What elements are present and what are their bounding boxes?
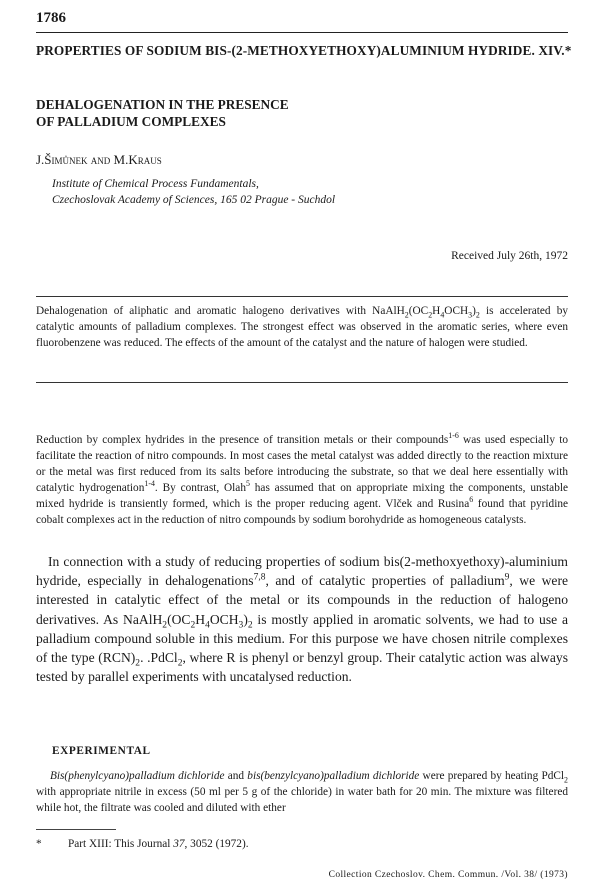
citation-ref: 9 (504, 572, 510, 583)
citation-ref: 1-4 (144, 479, 155, 489)
citation-ref: 1-6 (448, 431, 459, 441)
footnote: * Part XIII: This Journal 37, 3052 (1972). (36, 838, 249, 850)
experimental-paragraph: Bis(phenylcyano)palladium dichloride and bis(benzylcyano)palladium dichloride were prepared by heating PdCl$_2$ with appropriate nitrile in excess (50 ml per 5 g of the chloride) in water bath for 20 min. The mixture was filtered while hot, the filtrate was cooled and diluted with ether (36, 770, 568, 814)
journal-citation-line: Collection Czechoslov. Chem. Commun. /Vol. 38/ (1973) (328, 870, 568, 880)
subtitle-line-1: DEHALOGENATION IN THE PRESENCE (36, 97, 289, 112)
abstract-rule-bottom (36, 382, 568, 383)
article-subtitle (36, 96, 576, 130)
page-number: 1786 (36, 10, 66, 26)
received-date: Received July 26th, 1972 (451, 250, 568, 262)
abstract: Dehalogenation of aliphatic and aromatic halogeno derivatives with $NaAlH_2(OC_2H_4OCH_3)_2$ is accelerated by catalytic amounts of palladium complexes. The strongest effect was observed in the aromatic series, where even fluorobenzene was reduced. The effects of the amount of the catalyst and the nature of halogen were studied. (36, 305, 568, 349)
affiliation (52, 176, 335, 208)
footnote-rule (36, 829, 116, 830)
citation-ref: 5 (245, 479, 250, 489)
article-title: PROPERTIES OF SODIUM BIS-(2-METHOXYETHOXY)ALUMINIUM HYDRIDE. XIV.* (36, 43, 572, 58)
header-rule (36, 32, 568, 33)
footnote-mark: * (36, 838, 42, 850)
affiliation-line-1: Institute of Chemical Process Fundamentals, (52, 178, 259, 190)
citation-ref: 7,8 (253, 572, 266, 583)
subtitle-line-2: OF PALLADIUM COMPLEXES (36, 114, 226, 129)
abstract-rule-top (36, 296, 568, 297)
affiliation-line-2: Czechoslovak Academy of Sciences, 165 02 Prague - Suchdol (52, 194, 336, 206)
authors: J.Šimůnek and M.Kraus (36, 152, 162, 167)
citation-ref: 6 (469, 495, 474, 505)
body-paragraph: In connection with a study of reducing properties of sodium bis(2-methoxyethoxy)-aluminium hydride, especially in dehalogenations$^{7,8}$, and of catalytic properties of palladium$^9$, we were interested in catalytic effect of the metal or its compounds in the reduction of halogeno derivatives. As $NaAlH_2(OC_2H_4OCH_3)_2$ is mostly applied in aromatic solvents, we had to use a palladium compound soluble in this medium. For this purpose we have chosen nitrile complexes of the type $(RCN)_2$. .PdCl$_2$, where R is phenyl or benzyl group. Their catalytic action was always tested by parallel experiments with uncatalysed reduction. (36, 554, 568, 685)
intro-paragraph: Reduction by complex hydrides in the presence of transition metals or their compounds$^{1-6}$ was used especially to facilitate the reaction of nitro compounds. In most cases the metal catalyst was added directly to the reaction mixture or the metal was first reduced from its salts before introducing the substrate, so that we deal here essentially with catalytic hydrogenation$^{1-4}$. By contrast, Olah$^5$ has assumed that on appropriate mixing the components, unstable mixed hydride is transiently formed, which is the proper reducing agent. Vlček and Rusina$^6$ found that pyridine cobalt complexes act in the reduction of nitro compounds by sodium borohydride as homogeneous catalysts. (36, 431, 569, 526)
section-heading-experimental: EXPERIMENTAL (52, 745, 151, 757)
